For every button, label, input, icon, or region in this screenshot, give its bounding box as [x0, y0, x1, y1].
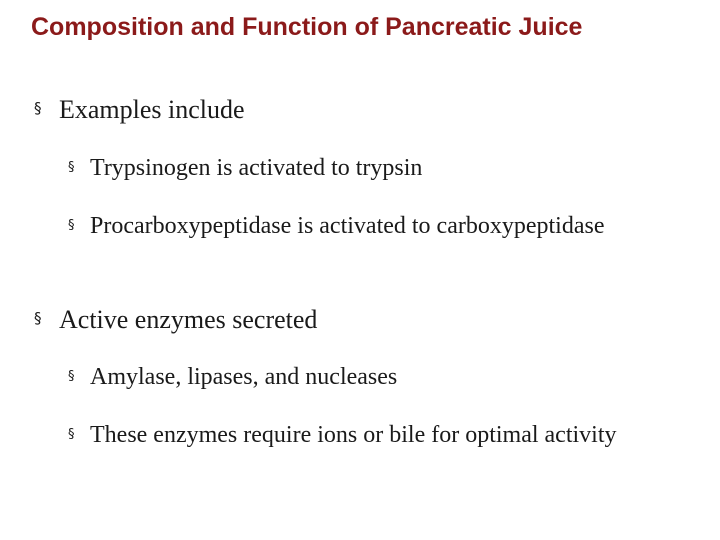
bullet-examples-include: [34, 93, 694, 126]
sub-bullet-amylase: [68, 361, 668, 394]
bullet-active-enzymes: [34, 303, 694, 336]
square-bullet-icon: §: [68, 160, 75, 175]
bullet-text: Examples include: [59, 95, 245, 124]
bullet-text: Active enzymes secreted: [59, 305, 318, 334]
sub-bullet-text: Procarboxypeptidase is activated to carboxypeptidase: [90, 213, 605, 239]
square-bullet-icon: §: [34, 309, 42, 327]
square-bullet-icon: §: [68, 369, 75, 384]
slide-title: Composition and Function of Pancreatic Juice: [31, 13, 583, 41]
sub-bullet-text: Amylase, lipases, and nucleases: [90, 364, 398, 390]
sub-bullet-ions-or-bile: [68, 419, 668, 452]
sub-bullet-text: These enzymes require ions or bile for optimal activity: [90, 422, 617, 448]
sub-bullet-trypsinogen: [68, 152, 668, 185]
sub-bullet-procarboxypeptidase: [68, 210, 668, 243]
square-bullet-icon: §: [34, 99, 42, 117]
sub-bullet-text: Trypsinogen is activated to trypsin: [90, 155, 423, 181]
square-bullet-icon: §: [68, 218, 75, 233]
square-bullet-icon: §: [68, 427, 75, 442]
